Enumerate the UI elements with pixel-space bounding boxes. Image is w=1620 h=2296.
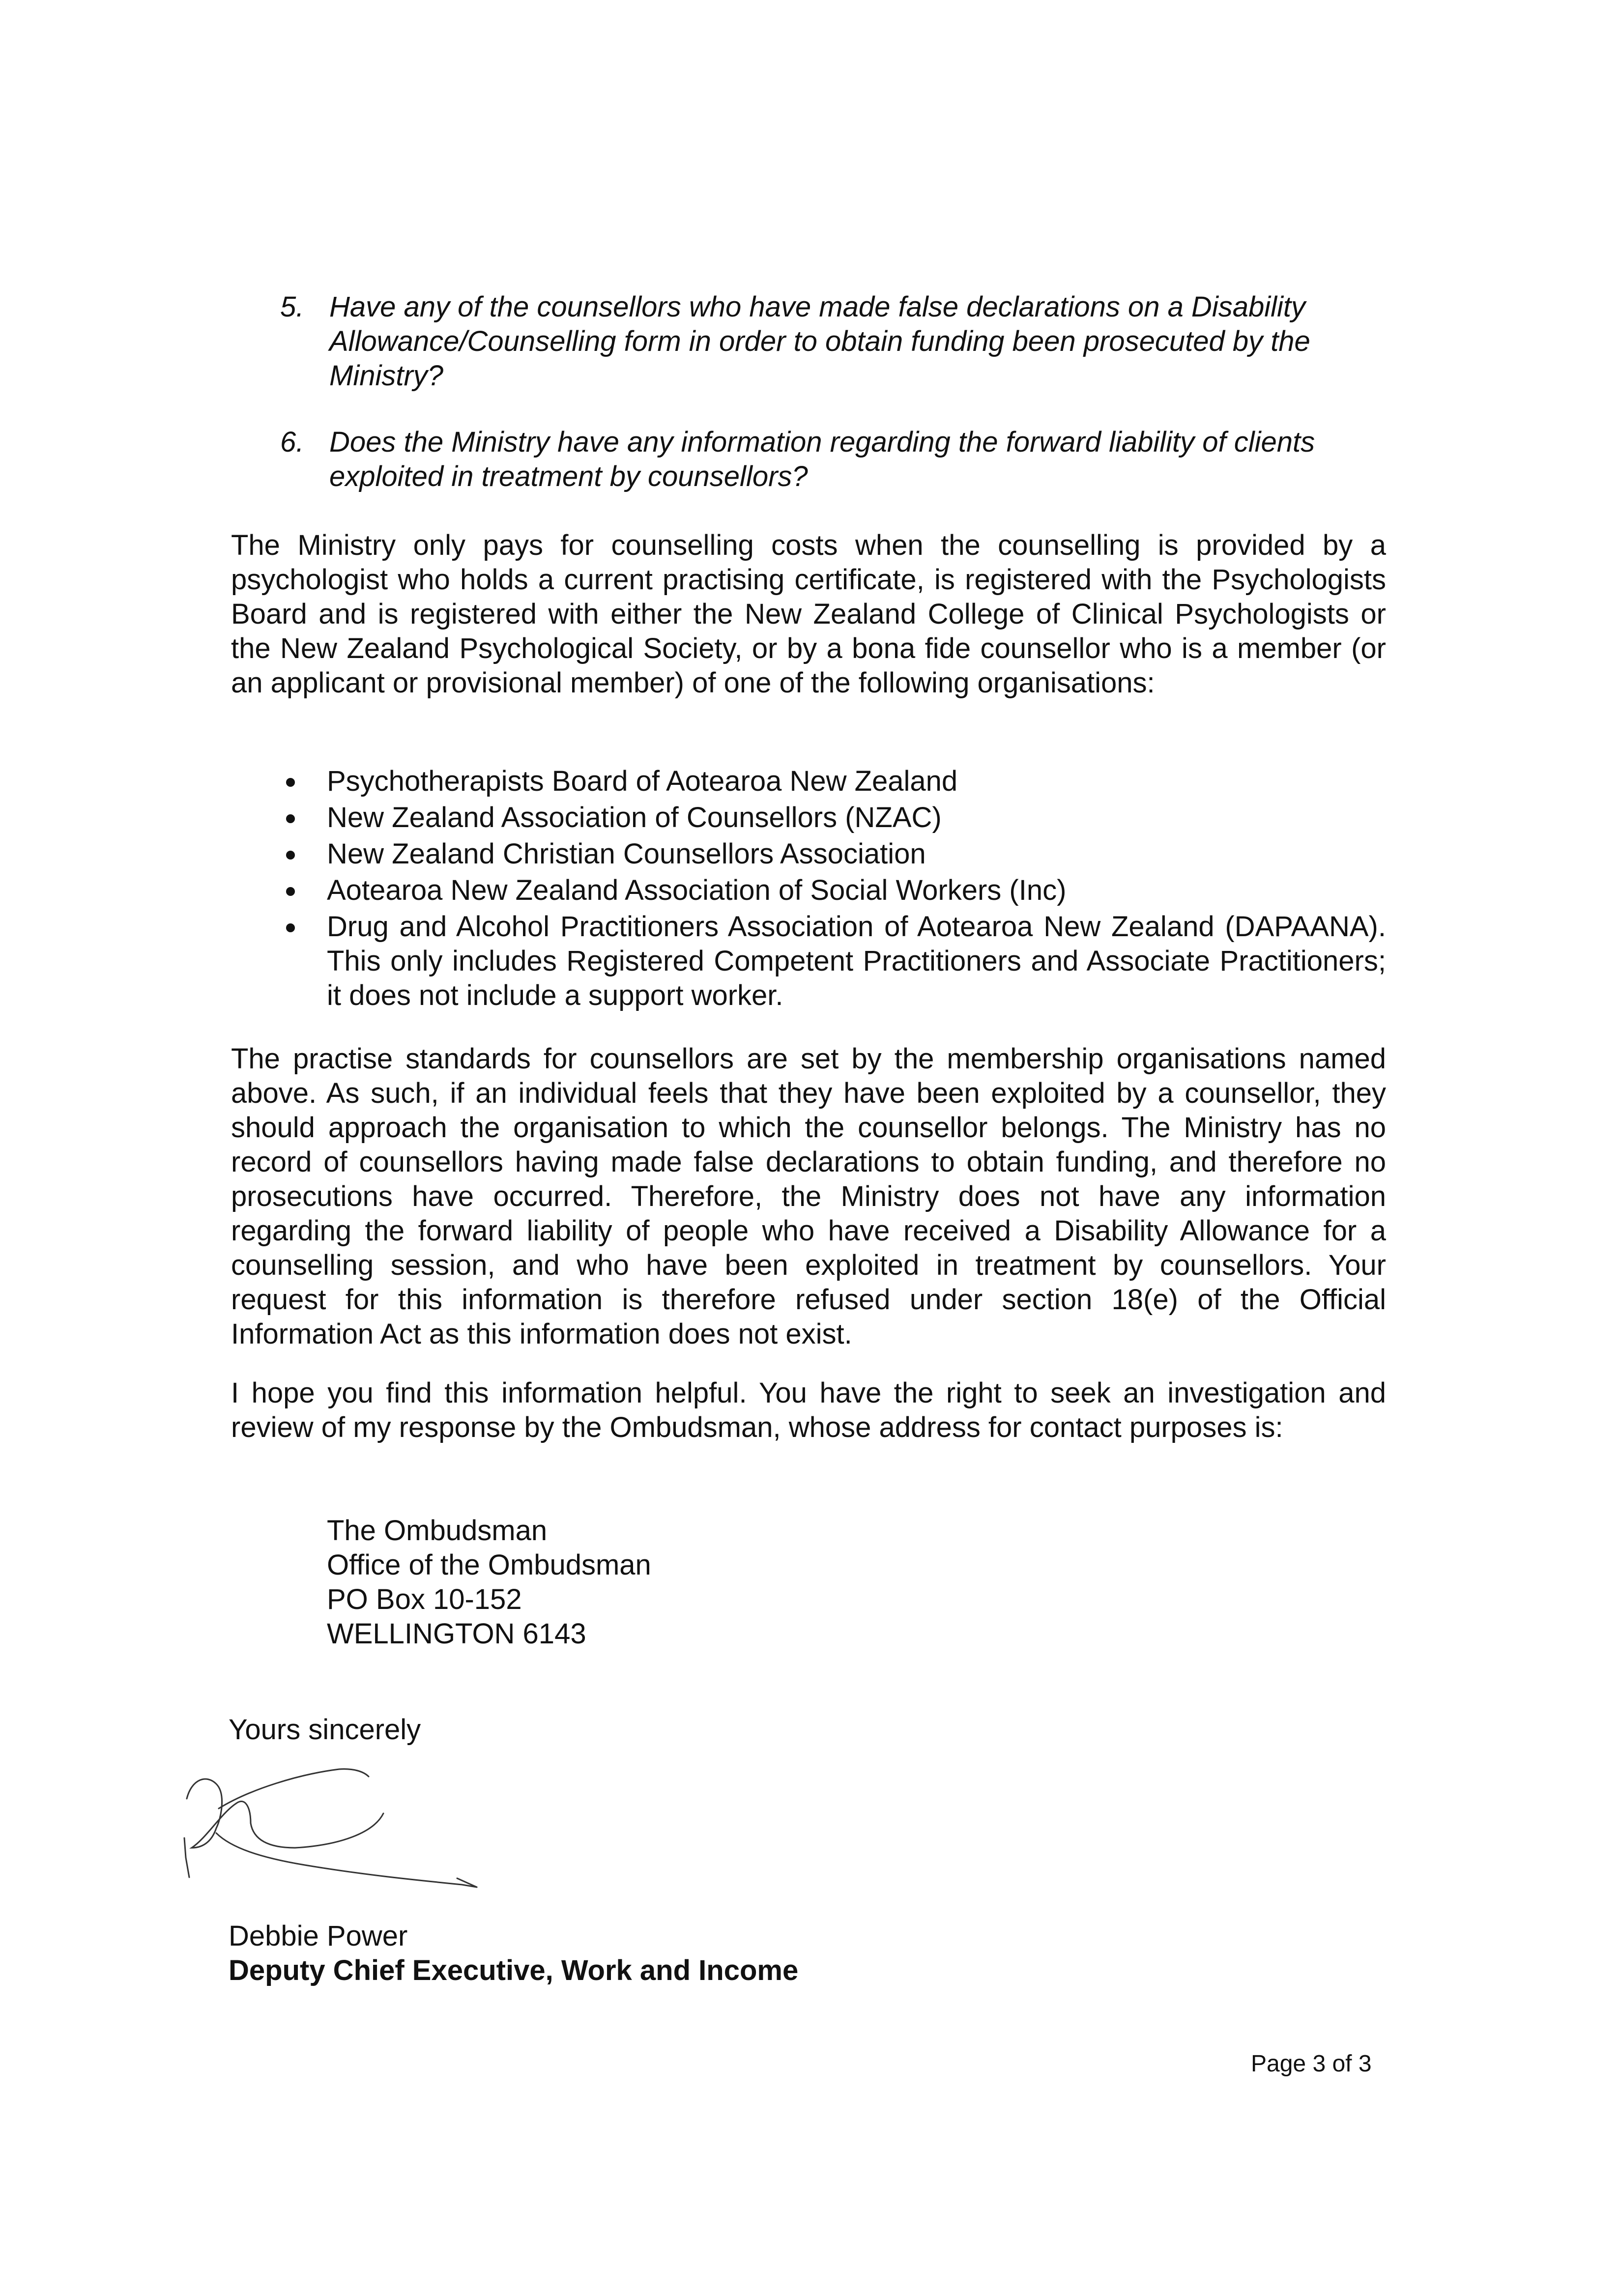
question-number: 6.: [280, 426, 304, 458]
address-line: The Ombudsman: [327, 1515, 548, 1547]
question-number: 5.: [280, 291, 304, 323]
signer-title: Deputy Chief Executive, Work and Income: [229, 1954, 799, 1986]
organisation-list: [275, 764, 1386, 1015]
question-item: [280, 290, 1396, 393]
ombudsman-address: [327, 1514, 651, 1651]
organisation-item: Drug and Alcohol Practitioners Association of Aotearoa New Zealand (DAPAANA). This only includes Registered Competent Practitioners and Associate Practitioners; it does not include a support worker.: [275, 910, 1386, 1013]
bullet-icon: [275, 801, 327, 835]
signature-icon: [177, 1750, 570, 1897]
address-line: PO Box 10-152: [327, 1583, 522, 1615]
question-list: [280, 290, 1396, 526]
address-line: WELLINGTON 6143: [327, 1618, 586, 1650]
organisation-item: New Zealand Association of Counsellors (NZAC): [275, 801, 1386, 835]
bullet-icon: [275, 764, 327, 799]
practise-standards-paragraph: The practise standards for counsellors are set by the membership organisations named above. As such, if an individual feels that they have been exploited by a counsellor, they should approach the organisation to which the counsellor belongs. The Ministry has no record of counsellors having made false declarations to obtain funding, and therefore no prosecutions have occurred. Therefore, the Ministry does not have any information regarding the forward liability of people who have received a Disability Allowance for a counselling session, and who have been exploited in treatment by counsellors. Your request for this information is therefore refused under section 18(e) of the Official Information Act as this information does not exist.: [231, 1043, 1386, 1350]
closing-salutation: Yours sincerely: [229, 1714, 421, 1746]
organisation-item: Psychotherapists Board of Aotearoa New Zealand: [275, 764, 1386, 799]
signer-name: Debbie Power: [229, 1920, 408, 1952]
question-text: Does the Ministry have any information regarding the forward liability of clients exploited in treatment by counsellors?: [329, 426, 1315, 492]
question-item: [280, 425, 1396, 494]
eligibility-paragraph: The Ministry only pays for counselling costs when the counselling is provided by a psychologist who holds a current practising certificate, is registered with the Psychologists Board and is registered with either the New Zealand College of Clinical Psychologists or the New Zealand Psychological Society, or by a bona fide counsellor who is a member (or an applicant or provisional member) of one of the following organisations:: [231, 529, 1386, 699]
ombudsman-paragraph: I hope you find this information helpful. You have the right to seek an investigation and review of my response by the Ombudsman, whose address for contact purposes is:: [231, 1377, 1386, 1443]
page-number: Page 3 of 3: [1251, 2051, 1372, 2077]
question-text: Have any of the counsellors who have made false declarations on a Disability Allowance/Counselling form in order to obtain funding been prosecuted by the Ministry?: [329, 291, 1310, 392]
bullet-icon: [275, 837, 327, 871]
organisation-item: New Zealand Christian Counsellors Association: [275, 837, 1386, 871]
bullet-icon: [275, 873, 327, 908]
bullet-icon: [275, 910, 327, 1013]
address-line: Office of the Ombudsman: [327, 1549, 651, 1581]
organisation-item: Aotearoa New Zealand Association of Social Workers (Inc): [275, 873, 1386, 908]
